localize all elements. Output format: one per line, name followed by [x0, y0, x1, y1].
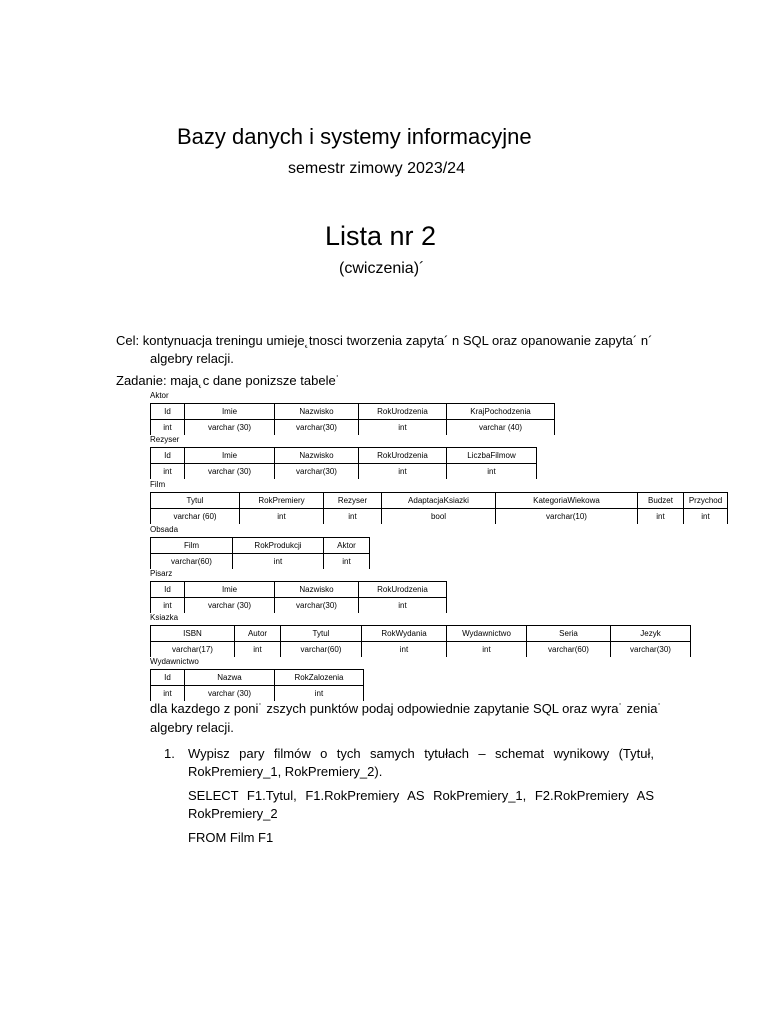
column-header: RokUrodzenia: [359, 582, 447, 598]
column-header: Imie: [185, 582, 275, 598]
column-type: varchar (30): [185, 420, 275, 436]
column-type: int: [362, 642, 447, 658]
column-type: int: [151, 598, 185, 614]
goal-paragraph: [116, 332, 676, 368]
table-name-film: Film: [150, 480, 166, 489]
column-header: Id: [151, 670, 185, 686]
column-type: int: [235, 642, 281, 658]
instructions-paragraph: [150, 699, 670, 737]
column-header: Wydawnictwo: [447, 626, 527, 642]
task-sql-line-2: FROM Film F1: [188, 830, 274, 845]
column-type: int: [359, 598, 447, 614]
column-header: Rezyser: [324, 493, 382, 509]
task-text: Wypisz pary filmów o tych samych tytułach – schemat wynikowy (Tytuł, RokPremiery_1, RokPremiery_2).: [188, 746, 654, 779]
column-header: LiczbaFilmow: [447, 448, 537, 464]
column-type: int: [447, 464, 537, 480]
column-type: varchar(30): [275, 420, 359, 436]
column-type: int: [151, 420, 185, 436]
column-header: ISBN: [151, 626, 235, 642]
task-intro: Zadanie: maja˛c dane ponizsze tabele˙: [116, 373, 341, 388]
column-header: Imie: [185, 448, 275, 464]
column-type: varchar (30): [185, 686, 275, 702]
goal-line-1: Cel: kontynuacja treningu umieje˛tnosci tworzenia zapyta´ n SQL oraz opanowanie zapyta´ n´: [116, 333, 653, 348]
column-header: Film: [151, 538, 233, 554]
list-subtitle: (cwiczenia)´: [339, 260, 425, 277]
column-header: Id: [151, 582, 185, 598]
column-header: Tytul: [281, 626, 362, 642]
column-header: Aktor: [324, 538, 370, 554]
column-header: KrajPochodzenia: [447, 404, 555, 420]
column-header: KategoriaWiekowa: [496, 493, 638, 509]
column-type: varchar (60): [151, 509, 240, 525]
course-title: Bazy danych i systemy informacyjne: [177, 124, 532, 149]
column-type: varchar(60): [281, 642, 362, 658]
schema-table-obsada: [150, 537, 370, 569]
semester-label: semestr zimowy 2023/24: [288, 160, 465, 177]
task-number: 1.: [164, 746, 175, 761]
column-header: Nazwisko: [275, 404, 359, 420]
column-type: int: [275, 686, 364, 702]
column-type: varchar(60): [527, 642, 611, 658]
list-title: Lista nr 2: [325, 221, 437, 251]
column-type: int: [240, 509, 324, 525]
schema-table-film: [150, 492, 728, 524]
column-type: int: [447, 642, 527, 658]
column-type: int: [638, 509, 684, 525]
column-header: Budzet: [638, 493, 684, 509]
column-type: varchar(60): [151, 554, 233, 570]
column-type: int: [324, 509, 382, 525]
column-type: varchar (30): [185, 598, 275, 614]
column-type: varchar (30): [185, 464, 275, 480]
column-header: Seria: [527, 626, 611, 642]
instructions-line-1: dla kazdego z poni˙ zszych punktów podaj odpowiednie zapytanie SQL oraz wyra˙ zenia˙: [150, 701, 662, 716]
column-type: varchar(30): [275, 598, 359, 614]
column-header: Id: [151, 448, 185, 464]
column-type: bool: [382, 509, 496, 525]
table-name-pisarz: Pisarz: [150, 569, 173, 578]
column-header: RokWydania: [362, 626, 447, 642]
schema-table-wydawnictwo: [150, 669, 364, 701]
column-header: Tytul: [151, 493, 240, 509]
column-type: varchar(10): [496, 509, 638, 525]
column-header: RokUrodzenia: [359, 448, 447, 464]
column-type: varchar(30): [611, 642, 691, 658]
column-type: int: [324, 554, 370, 570]
column-header: Id: [151, 404, 185, 420]
column-header: Nazwa: [185, 670, 275, 686]
table-name-rezyser: Rezyser: [150, 435, 180, 444]
column-header: Nazwisko: [275, 448, 359, 464]
column-type: int: [151, 464, 185, 480]
goal-line-2: algebry relacji.: [150, 351, 234, 366]
column-header: Jezyk: [611, 626, 691, 642]
schema-table-rezyser: [150, 447, 537, 479]
task-sql-line-1: SELECT F1.Tytul, F1.RokPremiery AS RokPremiery_1, F2.RokPremiery AS RokPremiery_2: [188, 788, 654, 821]
column-type: int: [359, 420, 447, 436]
column-header: RokZalozenia: [275, 670, 364, 686]
table-name-obsada: Obsada: [150, 525, 179, 534]
schema-table-ksiazka: [150, 625, 691, 657]
column-type: varchar(17): [151, 642, 235, 658]
column-header: RokUrodzenia: [359, 404, 447, 420]
instructions-line-2: algebry relacji.: [150, 720, 234, 735]
column-header: Nazwisko: [275, 582, 359, 598]
column-header: RokPremiery: [240, 493, 324, 509]
column-type: varchar(30): [275, 464, 359, 480]
schema-table-aktor: [150, 403, 555, 435]
column-header: AdaptacjaKsiazki: [382, 493, 496, 509]
column-header: RokProdukcji: [233, 538, 324, 554]
table-name-ksiazka: Ksiazka: [150, 613, 179, 622]
column-header: Autor: [235, 626, 281, 642]
table-name-wydawnictwo: Wydawnictwo: [150, 657, 199, 666]
table-name-aktor: Aktor: [150, 391, 169, 400]
column-header: Imie: [185, 404, 275, 420]
column-type: varchar (40): [447, 420, 555, 436]
column-type: int: [684, 509, 728, 525]
column-header: Przychod: [684, 493, 728, 509]
task-item: [164, 745, 654, 847]
column-type: int: [233, 554, 324, 570]
column-type: int: [151, 686, 185, 702]
schema-table-pisarz: [150, 581, 447, 613]
column-type: int: [359, 464, 447, 480]
